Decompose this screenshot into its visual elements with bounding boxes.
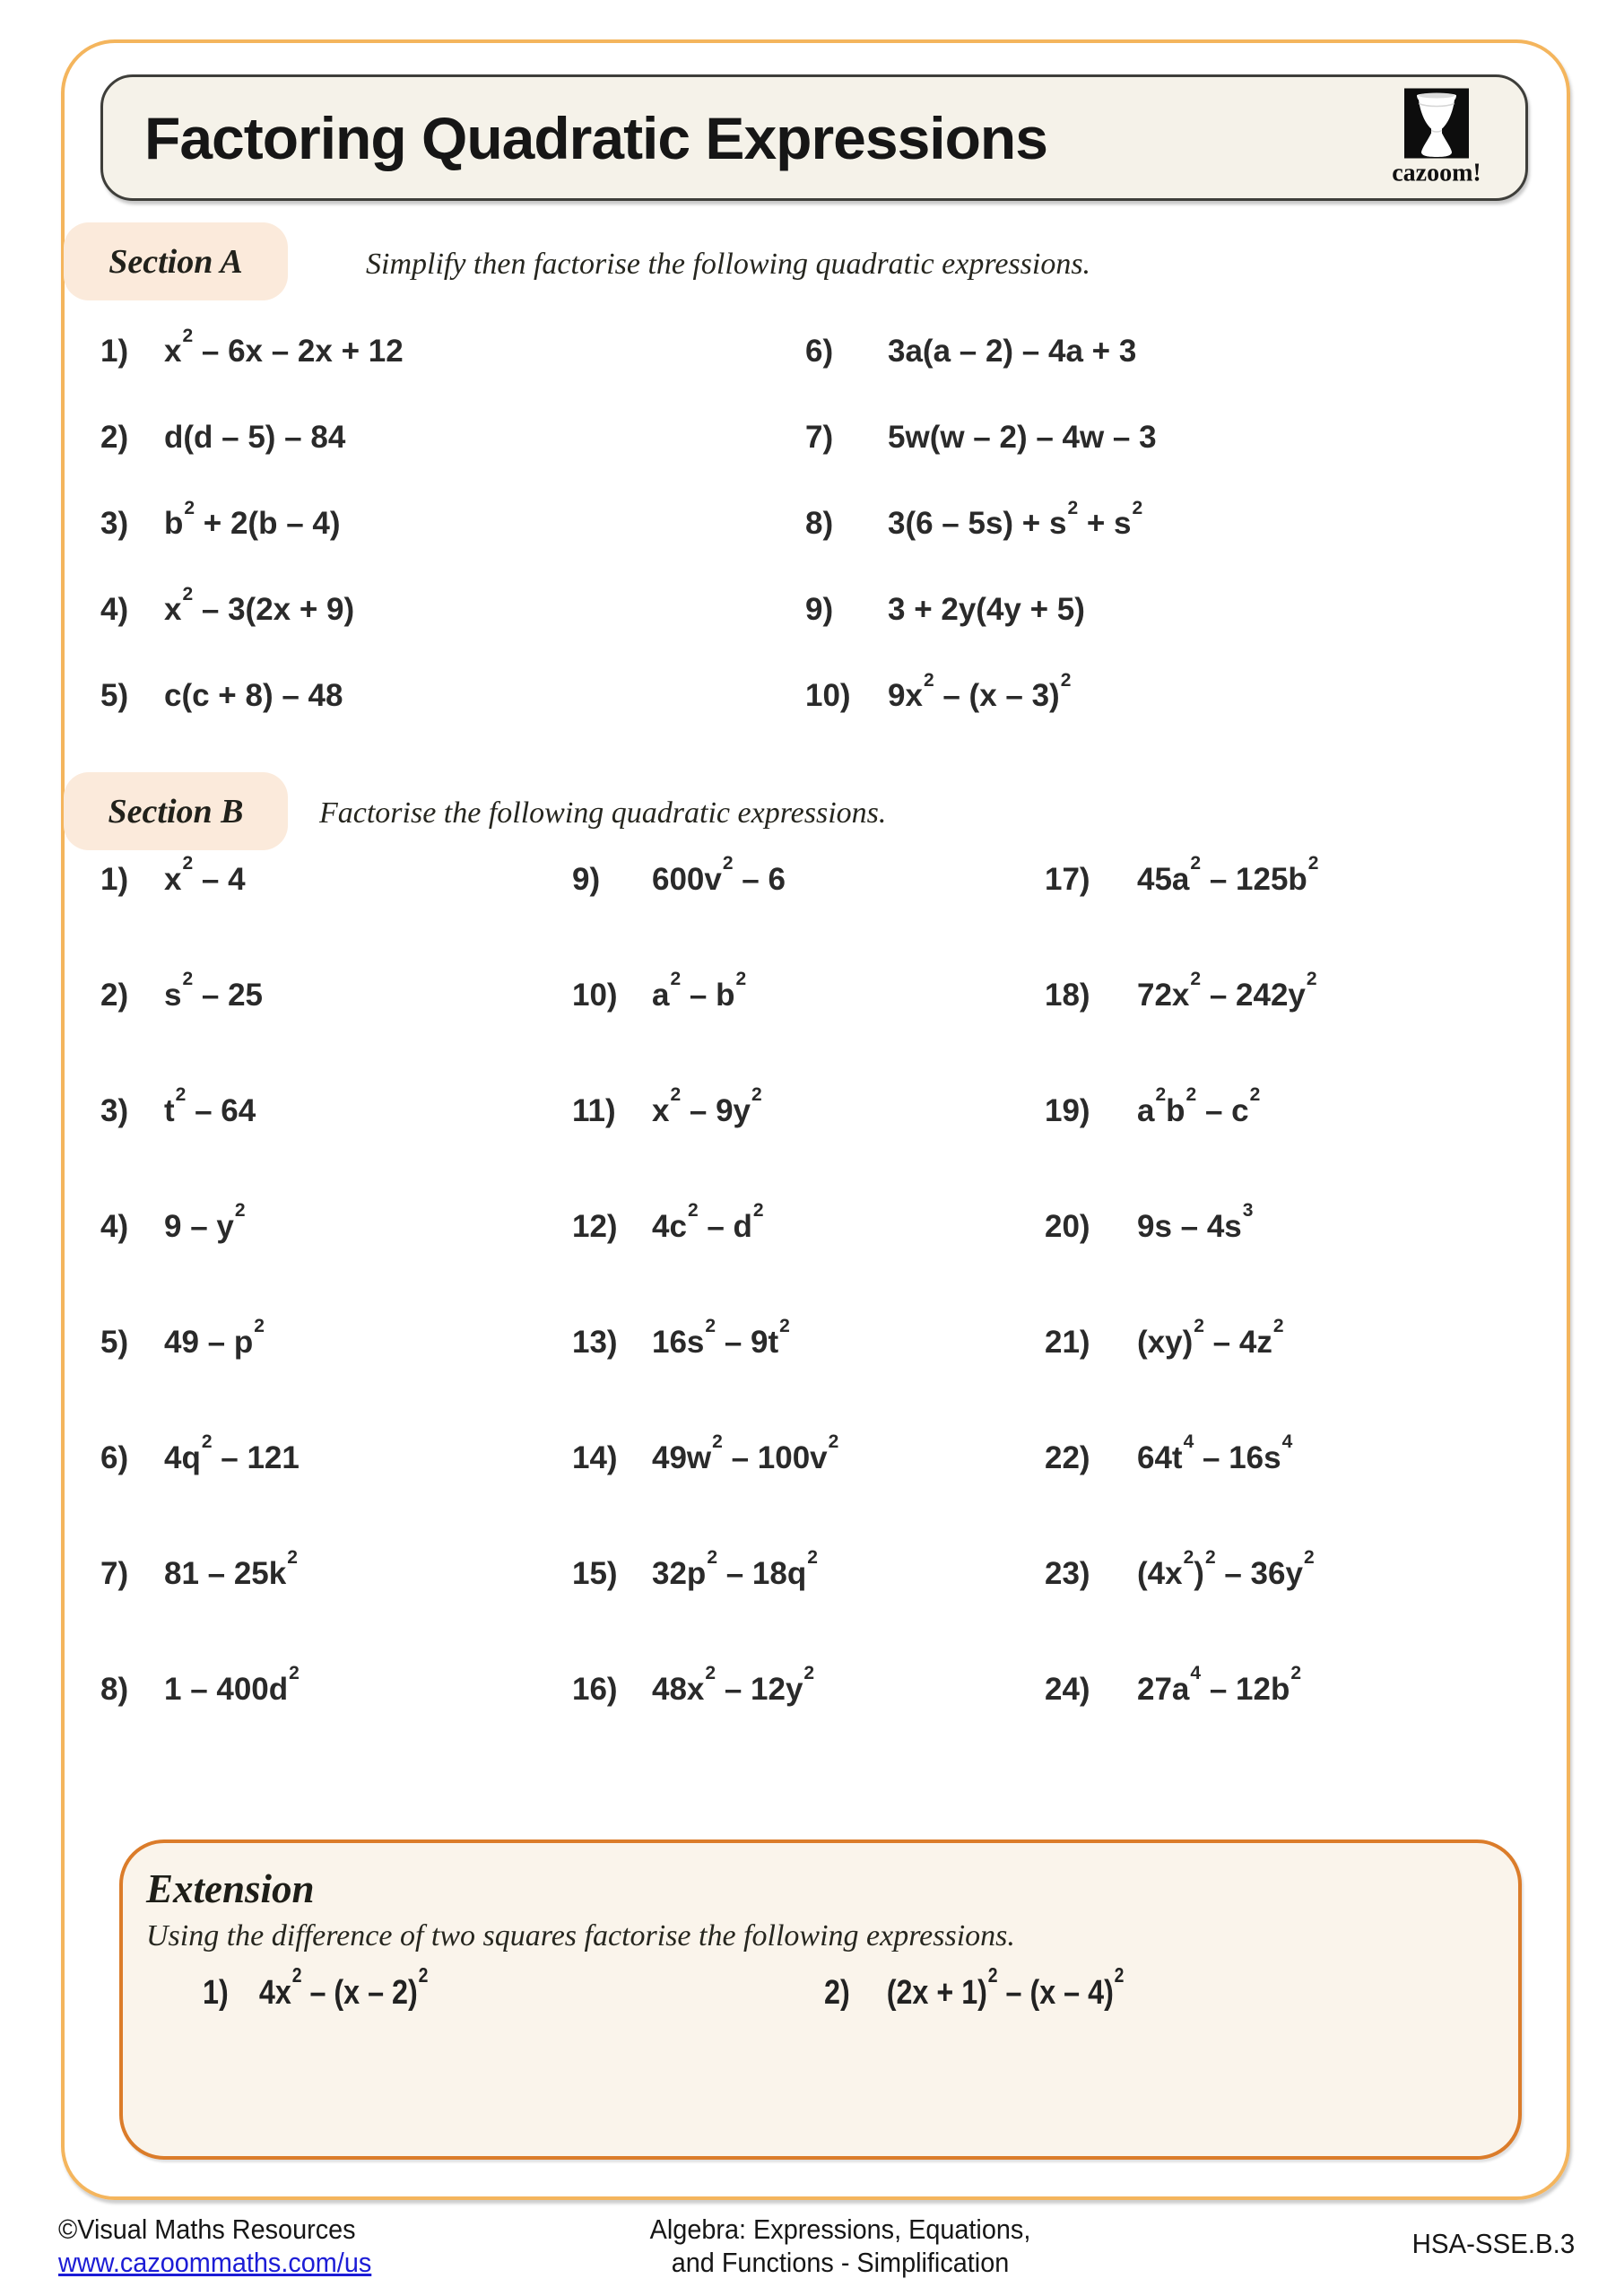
problem-row bbox=[805, 481, 1157, 567]
problem-expression: $72x^2 - 242y^2$ bbox=[1137, 969, 1317, 1013]
section-a-label: Section A bbox=[64, 222, 288, 300]
problem-row bbox=[100, 395, 404, 481]
problem-number: 10) bbox=[805, 678, 851, 713]
problem-number: 4) bbox=[100, 1208, 129, 1244]
extension-instruction: Using the difference of two squares factorise the following expressions. bbox=[146, 1919, 1015, 1952]
problem-row bbox=[572, 937, 838, 1053]
problem-row bbox=[1045, 1053, 1318, 1169]
problem-expression: $9 - y^2$ bbox=[164, 1200, 246, 1244]
header bbox=[100, 74, 1528, 201]
problem-row bbox=[203, 1962, 429, 2016]
problem-number: 2) bbox=[824, 1973, 850, 2012]
problem-row bbox=[100, 481, 404, 567]
problem-number: 5) bbox=[100, 678, 129, 713]
problem-expression: $64t^4 - 16s^4$ bbox=[1137, 1431, 1293, 1475]
problem-row bbox=[100, 1631, 300, 1747]
page-title: Factoring Quadratic Expressions bbox=[144, 104, 1047, 171]
problem-number: 16) bbox=[572, 1671, 618, 1707]
footer-left bbox=[58, 2213, 371, 2279]
category-line-1: Algebra: Expressions, Equations, bbox=[649, 2213, 1031, 2245]
drum-icon bbox=[1404, 88, 1469, 158]
problem-expression: $48x^2 - 12y^2$ bbox=[652, 1663, 815, 1707]
problem-expression: $x^2 - 3(2x + 9)$ bbox=[164, 583, 355, 627]
problem-row bbox=[805, 653, 1157, 739]
problem-row bbox=[1045, 1169, 1318, 1284]
problem-row bbox=[1045, 822, 1318, 937]
problem-expression: $49 - p^2$ bbox=[164, 1316, 265, 1360]
category-line-2: and Functions - Simplification bbox=[671, 2247, 1010, 2278]
problem-row bbox=[572, 822, 838, 937]
problem-number: 13) bbox=[572, 1324, 618, 1360]
problem-expression: $x^2 - 4$ bbox=[164, 853, 246, 897]
problem-row bbox=[100, 309, 404, 395]
category-text bbox=[549, 2213, 1133, 2279]
standard-code: HSA-SSE.B.3 bbox=[1411, 2228, 1575, 2259]
problem-number: 21) bbox=[1045, 1324, 1090, 1360]
problem-expression: $600v^2 - 6$ bbox=[652, 853, 786, 897]
problem-expression: $x^2 - 6x - 2x + 12$ bbox=[164, 325, 404, 369]
problem-row bbox=[805, 567, 1157, 653]
problem-number: 14) bbox=[572, 1439, 618, 1475]
logo-wordmark: cazoom! bbox=[1392, 159, 1481, 187]
problem-number: 12) bbox=[572, 1208, 618, 1244]
problem-expression: $1 - 400d^2$ bbox=[164, 1663, 300, 1707]
problem-row bbox=[572, 1516, 838, 1631]
problem-number: 3) bbox=[100, 1092, 129, 1128]
website-link[interactable]: www.cazoommaths.com/us bbox=[58, 2247, 372, 2278]
problem-row bbox=[572, 1053, 838, 1169]
problem-expression: d(d – 5) – 84 bbox=[164, 420, 346, 455]
problem-expression: $a^2b^2 - c^2$ bbox=[1137, 1084, 1261, 1128]
problem-expression: $4c^2 - d^2$ bbox=[652, 1200, 764, 1244]
problem-number: 7) bbox=[100, 1555, 129, 1591]
problem-number: 9) bbox=[572, 861, 601, 897]
section-a-column-1 bbox=[100, 309, 404, 739]
problem-number: 6) bbox=[805, 334, 834, 369]
problem-number: 9) bbox=[805, 592, 834, 627]
problem-expression: $9x^2 - (x - 3)^2$ bbox=[888, 669, 1072, 713]
problem-number: 15) bbox=[572, 1555, 618, 1591]
section-b-column-1 bbox=[100, 822, 300, 1747]
problem-expression: $s^2 - 25$ bbox=[164, 969, 264, 1013]
problem-number: 4) bbox=[100, 592, 129, 627]
section-b-label: Section B bbox=[64, 772, 288, 850]
problem-number: 8) bbox=[100, 1671, 129, 1707]
problem-number: 7) bbox=[805, 420, 834, 455]
problem-row bbox=[1045, 1631, 1318, 1747]
problem-expression: $(4x^2)^2 - 36y^2$ bbox=[1137, 1547, 1315, 1591]
problem-expression: c(c + 8) – 48 bbox=[164, 678, 343, 713]
problem-row bbox=[1045, 1284, 1318, 1400]
problem-number: 20) bbox=[1045, 1208, 1090, 1244]
problem-row bbox=[1045, 1400, 1318, 1516]
problem-number: 2) bbox=[100, 977, 129, 1013]
problem-row bbox=[100, 1284, 300, 1400]
problem-number: 1) bbox=[100, 861, 129, 897]
problem-expression: $3(6 - 5s) + s^2 + s^2$ bbox=[888, 497, 1143, 541]
problem-expression: $9s - 4s^3$ bbox=[1137, 1200, 1254, 1244]
problem-number: 23) bbox=[1045, 1555, 1090, 1591]
problem-expression: $b^2 + 2(b - 4)$ bbox=[164, 497, 341, 541]
problem-expression: $t^2 - 64$ bbox=[164, 1084, 256, 1128]
problem-number: 19) bbox=[1045, 1092, 1090, 1128]
problem-number: 22) bbox=[1045, 1439, 1090, 1475]
problem-row bbox=[100, 1400, 300, 1516]
problem-row bbox=[100, 822, 300, 937]
problem-row bbox=[1045, 937, 1318, 1053]
problem-expression: 3a(a – 2) – 4a + 3 bbox=[888, 334, 1137, 369]
problem-expression: $(2x + 1)^2 - (x - 4)^2$ bbox=[886, 1962, 1125, 2012]
problem-number: 24) bbox=[1045, 1671, 1090, 1707]
problem-number: 1) bbox=[100, 334, 129, 369]
section-a-column-2 bbox=[805, 309, 1157, 739]
section-b-instruction: Factorise the following quadratic expressions. bbox=[319, 796, 887, 830]
problem-row bbox=[824, 1962, 1125, 2016]
problem-row bbox=[100, 567, 404, 653]
section-b-column-3 bbox=[1045, 822, 1318, 1747]
problem-number: 2) bbox=[100, 420, 129, 455]
problem-expression: $4x^2 - (x - 2)^2$ bbox=[258, 1962, 429, 2012]
problem-number: 17) bbox=[1045, 861, 1090, 897]
problem-row bbox=[572, 1631, 838, 1747]
problem-number: 3) bbox=[100, 506, 129, 541]
problem-expression: $81 - 25k^2$ bbox=[164, 1547, 298, 1591]
problem-expression: $x^2 - 9y^2$ bbox=[652, 1084, 762, 1128]
section-a-instruction: Simplify then factorise the following quadratic expressions. bbox=[366, 248, 1091, 281]
extension-title: Extension bbox=[146, 1866, 315, 1911]
cazoom-logo bbox=[1369, 88, 1504, 187]
problem-expression: 5w(w – 2) – 4w – 3 bbox=[888, 420, 1157, 455]
problem-row bbox=[572, 1400, 838, 1516]
problem-number: 1) bbox=[203, 1973, 229, 2012]
problem-number: 5) bbox=[100, 1324, 129, 1360]
problem-row bbox=[572, 1284, 838, 1400]
problem-row bbox=[100, 1053, 300, 1169]
problem-number: 6) bbox=[100, 1439, 129, 1475]
problem-row bbox=[100, 1516, 300, 1631]
problem-number: 10) bbox=[572, 977, 618, 1013]
problem-expression: $32p^2 - 18q^2$ bbox=[652, 1547, 818, 1591]
problem-row bbox=[572, 1169, 838, 1284]
problem-expression: $a^2 - b^2$ bbox=[652, 969, 747, 1013]
problem-expression: $49w^2 - 100v^2$ bbox=[652, 1431, 839, 1475]
problem-row bbox=[100, 937, 300, 1053]
problem-number: 11) bbox=[572, 1092, 616, 1128]
problem-expression: 3 + 2y(4y + 5) bbox=[888, 592, 1085, 627]
section-b-column-2 bbox=[572, 822, 838, 1747]
problem-expression: $(xy)^2 - 4z^2$ bbox=[1137, 1316, 1284, 1360]
problem-expression: $27a^4 - 12b^2$ bbox=[1137, 1663, 1302, 1707]
problem-expression: $16s^2 - 9t^2$ bbox=[652, 1316, 790, 1360]
problem-row bbox=[805, 309, 1157, 395]
problem-row bbox=[100, 1169, 300, 1284]
problem-row bbox=[1045, 1516, 1318, 1631]
problem-expression: $4q^2 - 121$ bbox=[164, 1431, 300, 1475]
problem-row bbox=[805, 395, 1157, 481]
problem-row bbox=[100, 653, 404, 739]
problem-expression: $45a^2 - 125b^2$ bbox=[1137, 853, 1319, 897]
problem-number: 8) bbox=[805, 506, 834, 541]
copyright-text: ©Visual Maths Resources bbox=[58, 2213, 356, 2245]
problem-number: 18) bbox=[1045, 977, 1090, 1013]
